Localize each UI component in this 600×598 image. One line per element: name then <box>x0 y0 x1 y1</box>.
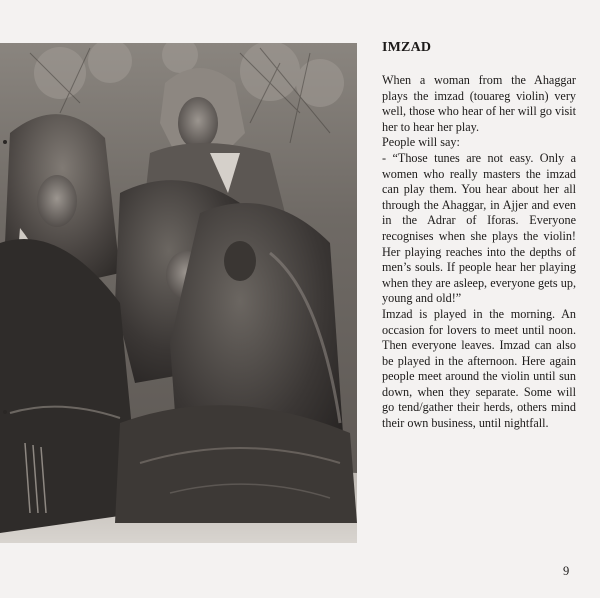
article-column <box>382 40 576 432</box>
article-title: IMZAD <box>382 40 432 55</box>
binding-dot <box>3 410 7 414</box>
photo-illustration <box>0 43 357 543</box>
page-number: 9 <box>563 564 570 578</box>
article-quote: - “Those tunes are not easy. Only a women who really masters the imzad can play them. You hear about her all through the Ahaggar, in Ajjer and even in the Adrar of Iforas. Everyone recognises when she plays the violin! Her playing reaches into the depths of men’s souls. If people hear her playing when they are asleep, everyone gets up, young and old!” <box>382 150 576 306</box>
article-paragraph-1: When a woman from the Ahaggar plays the imzad (touareg violin) very well, those who hear of her will go visit her to hear her play. <box>382 73 576 134</box>
binding-dot <box>3 140 7 144</box>
article-paragraph-4: Imzad is played in the morning. An occasion for lovers to meet until noon. Then everyone leaves. Imzad can also be played in the afternoon. Here again people meet around the violin until sun down, when they separate. Some will go tend/gather their herds, others mind their own business, until nightfall. <box>382 306 576 431</box>
article-paragraph-2: People will say: <box>382 135 460 150</box>
photograph-touareg-women <box>0 43 357 543</box>
